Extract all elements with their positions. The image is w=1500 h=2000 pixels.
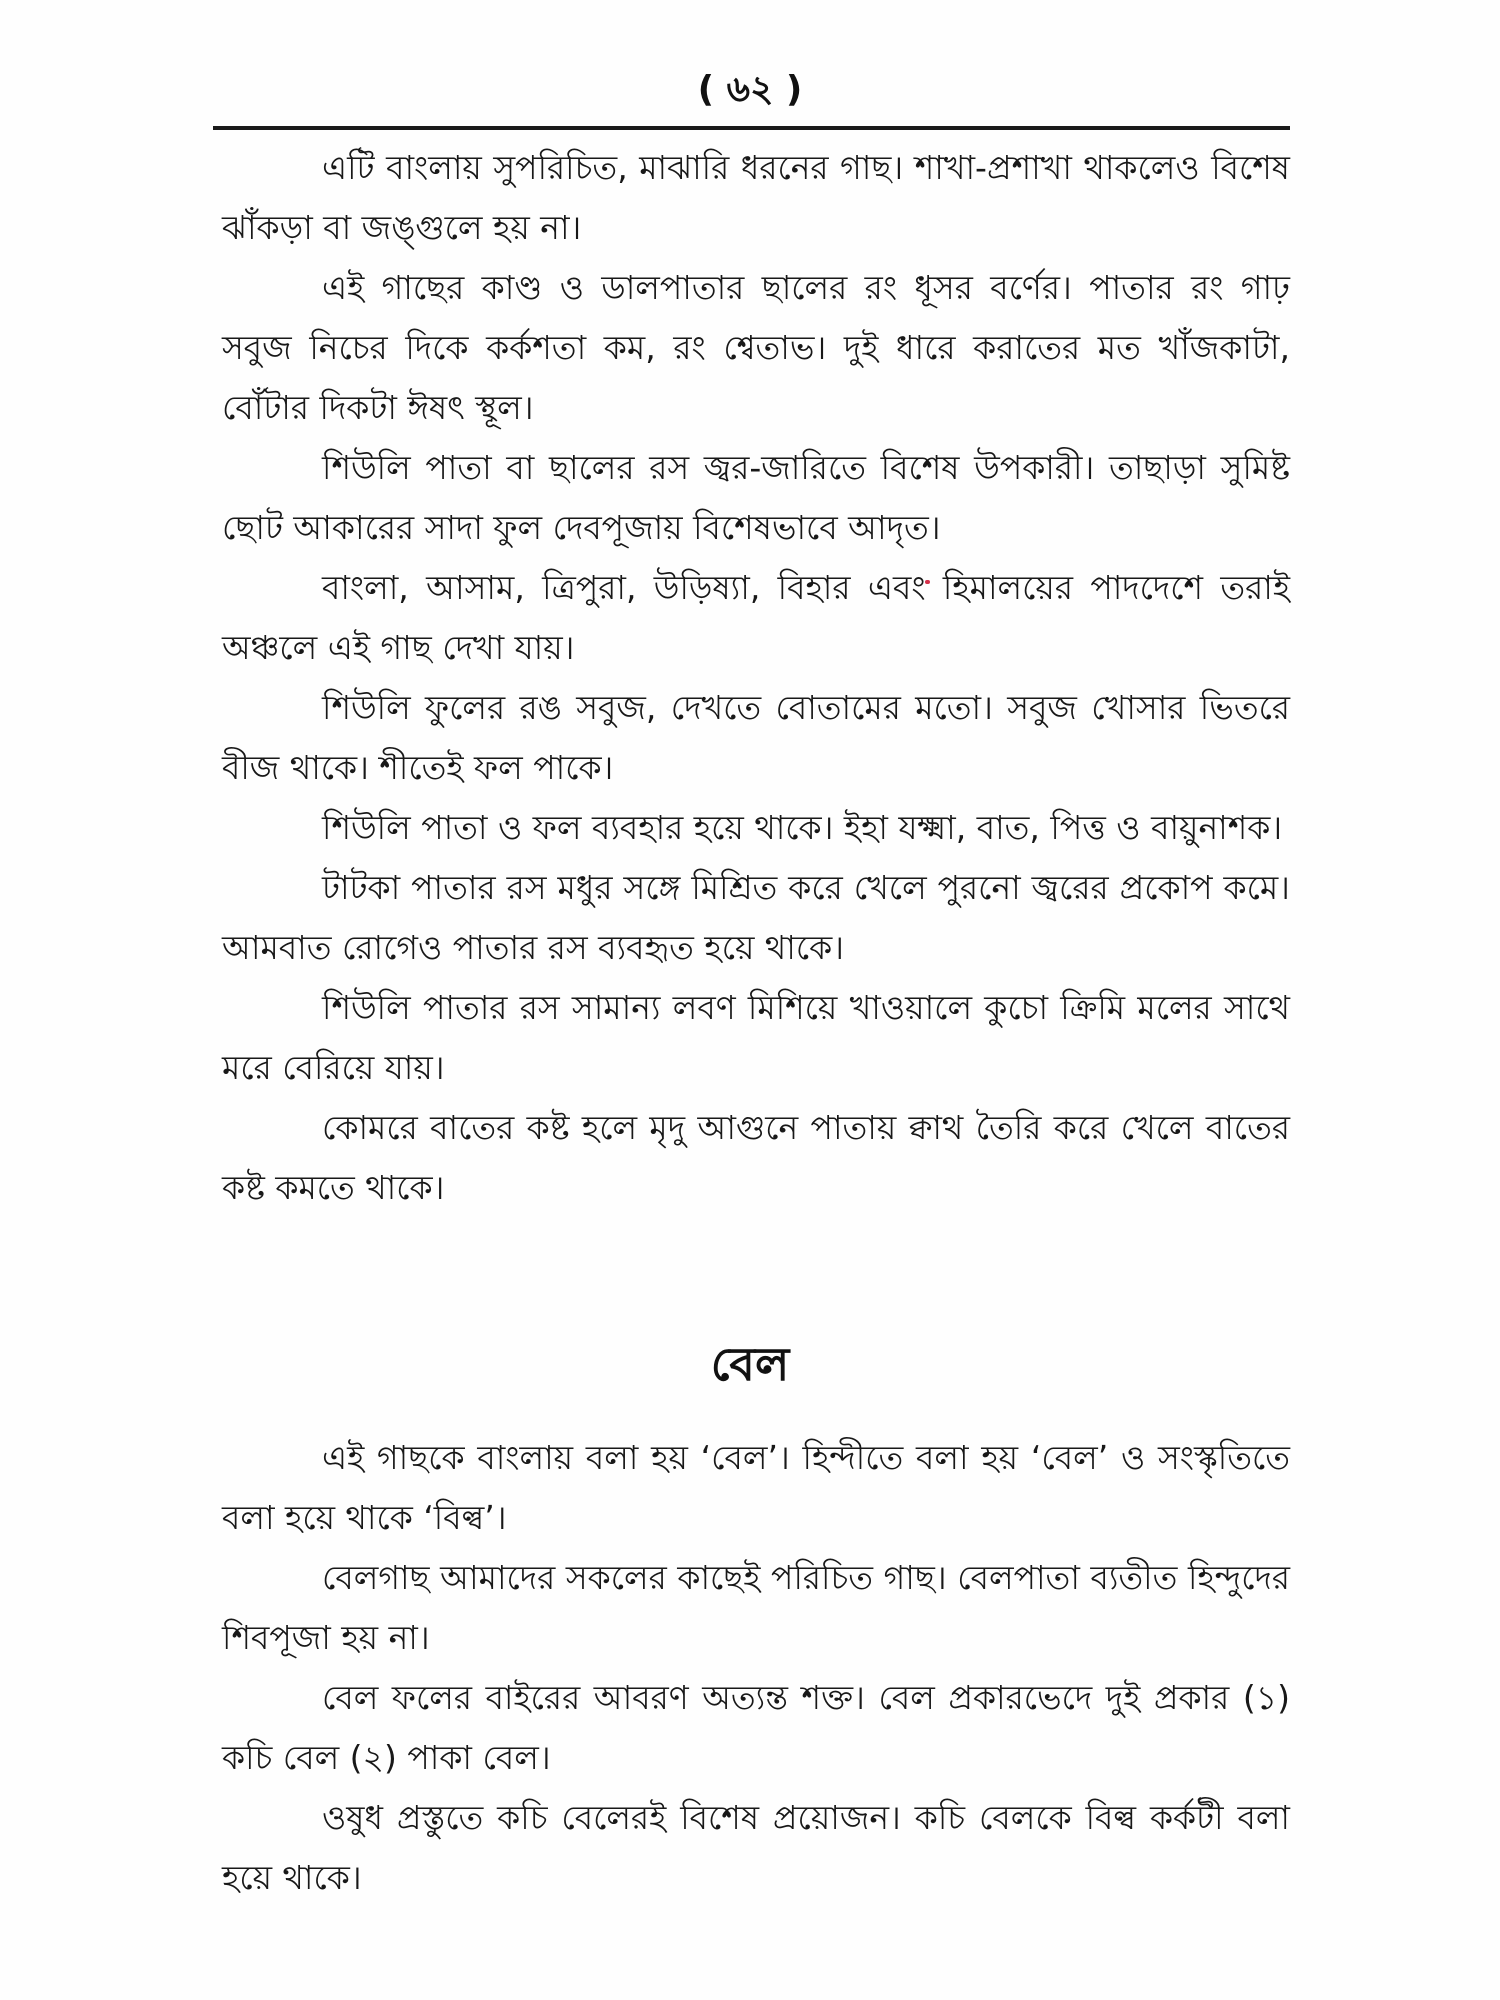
paragraph: বাংলা, আসাম, ত্রিপুরা, উড়িষ্যা, বিহার এবং হিমালয়ের পাদদেশে তরাই অঞ্চলে এই গাছ দেখা যায়।: [222, 568, 1290, 667]
section-heading-bel: বেল: [710, 1337, 790, 1391]
paragraph: শিউলি পাতা ও ফল ব্যবহার হয়ে থাকে। ইহা যক্ষ্মা, বাত, পিত্ত ও বায়ুনাশক।: [322, 808, 1283, 847]
paragraph: কোমরে বাতের কষ্ট হলে মৃদু আগুনে পাতায় ক্বাথ তৈরি করে খেলে বাতের কষ্ট কমতে থাকে।: [222, 1108, 1290, 1207]
paragraph: এটি বাংলায় সুপরিচিত, মাঝারি ধরনের গাছ। শাখা-প্রশাখা থাকলেও বিশেষ ঝাঁকড়া বা জঙ্গুলে হয় না।: [222, 148, 1290, 247]
header-rule: [213, 126, 1290, 130]
paragraph: এই গাছকে বাংলায় বলা হয় ‘বেল’। হিন্দীতে বলা হয় ‘বেল’ ও সংস্কৃতিতে বলা হয়ে থাকে ‘বিল্ব’।: [222, 1438, 1290, 1537]
paragraph: বেলগাছ আমাদের সকলের কাছেই পরিচিত গাছ। বেলপাতা ব্যতীত হিন্দুদের শিবপূজা হয় না।: [222, 1558, 1290, 1657]
shiuli-section: [222, 138, 1290, 1218]
page-number: ( ৬২ ): [697, 69, 803, 110]
paragraph: টাটকা পাতার রস মধুর সঙ্গে মিশ্রিত করে খেলে পুরনো জ্বরের প্রকোপ কমে। আমবাত রোগেও পাতার রস ব্যবহৃত হয়ে থাকে।: [222, 868, 1290, 967]
paragraph: শিউলি পাতার রস সামান্য লবণ মিশিয়ে খাওয়ালে কুচো ক্রিমি মলের সাথে মরে বেরিয়ে যায়।: [222, 988, 1290, 1087]
bel-section: [222, 1428, 1290, 1908]
paragraph: ওষুধ প্রস্তুতে কচি বেলেরই বিশেষ প্রয়োজন। কচি বেলকে বিল্ব কর্কটী বলা হয়ে থাকে।: [222, 1798, 1290, 1897]
paragraph: বেল ফলের বাইরের আবরণ অত্যন্ত শক্ত। বেল প্রকারভেদে দুই প্রকার (১) কচি বেল (২) পাকা বেল।: [222, 1678, 1290, 1777]
paragraph: শিউলি ফুলের রঙ সবুজ, দেখতে বোতামের মতো। সবুজ খোসার ভিতরে বীজ থাকে। শীতেই ফল পাকে।: [222, 688, 1290, 787]
paragraph: এই গাছের কাণ্ড ও ডালপাতার ছালের রং ধূসর বর্ণের। পাতার রং গাঢ় সবুজ নিচের দিকে কর্কশতা কম, রং শ্বেতাভ। দুই ধারে করাতের মত খাঁজকাটা, বোঁটার দিকটা ঈষৎ স্থূল।: [222, 268, 1290, 427]
paragraph: শিউলি পাতা বা ছালের রস জ্বর-জারিতে বিশেষ উপকারী। তাছাড়া সুমিষ্ট ছোট আকারের সাদা ফুল দেবপূজায় বিশেষভাবে আদৃত।: [222, 448, 1290, 547]
